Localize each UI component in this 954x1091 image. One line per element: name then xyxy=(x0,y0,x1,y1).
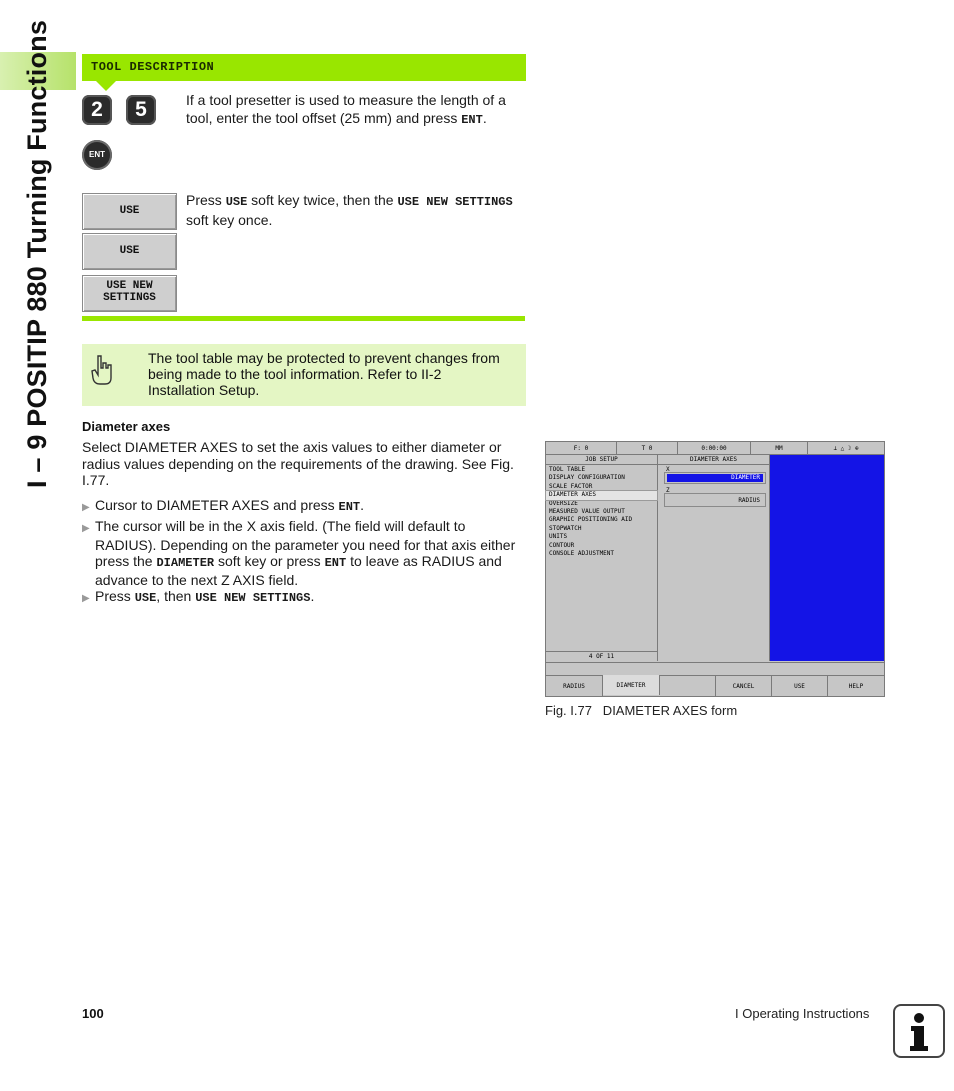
menu-item-tool-table[interactable]: TOOL TABLE xyxy=(549,466,586,473)
job-setup-title: JOB SETUP xyxy=(546,455,657,465)
diameter-intro-line3: I.77. xyxy=(82,472,110,488)
menu-item-scale-factor[interactable]: SCALE FACTOR xyxy=(549,482,593,490)
menu-item-console-adjustment[interactable]: CONSOLE ADJUSTMENT xyxy=(549,549,615,557)
bullet-arrow-icon: ▶ xyxy=(82,502,90,513)
bullet-2-diameter-code: DIAMETER xyxy=(156,556,215,571)
status-tool xyxy=(617,442,678,454)
status-units-text: MM xyxy=(775,445,783,452)
screen-softkey-diameter-label: DIAMETER xyxy=(616,682,646,689)
x-axis-value: DIAMETER xyxy=(667,474,763,482)
diameter-axes-screen xyxy=(545,441,885,697)
bullet-1-end: . xyxy=(360,497,365,513)
ent-key-label: ENT xyxy=(89,150,105,159)
screen-softkey-radius-label: RADIUS xyxy=(563,683,585,690)
step2-line1 xyxy=(186,191,526,211)
screen-softkey-cancel[interactable] xyxy=(716,675,772,696)
status-tool-text: T 0 xyxy=(641,445,653,452)
screen-status-bar xyxy=(546,442,884,455)
use-new-settings-line1: USE NEW xyxy=(106,280,153,292)
status-icons-text: ⊥ △ ☽ ⊕ xyxy=(833,445,859,452)
use-new-settings-softkey xyxy=(82,275,177,312)
step2-line2: soft key once. xyxy=(186,212,273,228)
menu-item-units[interactable]: UNITS xyxy=(549,533,568,541)
bullet-arrow-icon: ▶ xyxy=(82,593,90,604)
diameter-intro-line2: radius values depending on the requirements of the drawing. See Fig. xyxy=(82,455,514,472)
header-pointer-icon xyxy=(96,81,116,91)
menu-item-stopwatch[interactable]: STOPWATCH xyxy=(549,524,582,532)
screen-blue-display xyxy=(770,455,884,661)
screen-softkey-diameter[interactable] xyxy=(603,675,660,695)
step1-period: . xyxy=(482,110,487,126)
menu-item-graphic-positioning-aid[interactable]: GRAPHIC POSITIONING AID xyxy=(549,516,633,524)
step2-twice-text: soft key twice, then the xyxy=(247,192,398,208)
menu-item-display-configuration[interactable]: DISPLAY CONFIGURATION xyxy=(549,474,625,482)
step1-line2-text: tool, enter the tool offset (25 mm) and press xyxy=(186,110,462,126)
z-axis-field[interactable] xyxy=(664,493,766,507)
bullet-2-mid: soft key or press xyxy=(214,553,325,570)
bullet-1 xyxy=(82,497,527,517)
step1-line1: If a tool presetter is used to measure the length of a xyxy=(186,92,506,108)
status-stopwatch xyxy=(678,442,751,454)
step2-use-new-code: USE NEW SETTINGS xyxy=(397,195,513,209)
info-glyph-icon xyxy=(895,1006,943,1056)
z-axis-label: Z xyxy=(666,487,670,494)
use-new-settings-line2: SETTINGS xyxy=(103,292,156,304)
screen-softkey-help-label: HELP xyxy=(848,683,864,690)
menu-item-diameter-axes[interactable]: DIAMETER AXES xyxy=(546,491,657,499)
bullet-3-press: Press xyxy=(95,588,135,604)
note-text xyxy=(148,350,520,398)
step2-use-code: USE xyxy=(225,195,248,209)
x-axis-field[interactable] xyxy=(664,472,766,484)
step1-instruction xyxy=(186,91,526,129)
step2-instruction xyxy=(186,191,526,229)
z-axis-value: RADIUS xyxy=(738,497,760,504)
key-2-icon: 2 xyxy=(82,95,112,125)
bullet-2-line4: advance to the next Z AXIS field. xyxy=(95,571,299,588)
bullet-2-line1 xyxy=(82,518,527,537)
bullet-3-use-new-code: USE NEW SETTINGS xyxy=(195,591,311,605)
step1-ent-code: ENT xyxy=(461,113,483,127)
section-divider xyxy=(82,316,525,321)
chapter-title-text: I – 9 POSITIP 880 Turning Functions xyxy=(22,19,52,488)
diameter-axes-panel xyxy=(658,455,770,661)
menu-item-contour[interactable]: CONTOUR xyxy=(549,541,575,549)
note-line2: being made to the tool information. Refer to II-2 xyxy=(148,366,442,382)
screen-softkey-cancel-label: CANCEL xyxy=(732,683,755,690)
use-softkey-1-label: USE xyxy=(119,205,140,217)
note-line3: Installation Setup. xyxy=(148,382,260,398)
bullet-2-line2: RADIUS). Depending on the parameter you need for that axis either xyxy=(95,537,516,554)
footer-section-title: I Operating Instructions xyxy=(735,1006,870,1021)
section-header-title: TOOL DESCRIPTION xyxy=(91,60,215,74)
screen-softkey-help[interactable] xyxy=(828,675,884,696)
bullet-arrow-icon: ▶ xyxy=(82,523,90,534)
note-line1: The tool table may be protected to prevent changes from xyxy=(148,350,500,366)
job-setup-menu xyxy=(546,465,657,558)
diameter-axes-title: DIAMETER AXES xyxy=(658,455,769,465)
bullet-3-then: , then xyxy=(156,588,196,604)
screen-softkey-use[interactable] xyxy=(772,675,828,696)
diameter-intro-line1: Select DIAMETER AXES to set the axis values to either diameter or xyxy=(82,439,502,455)
key-5-icon: 5 xyxy=(126,95,156,125)
pointing-hand-icon xyxy=(90,354,116,388)
ent-key-icon xyxy=(82,140,112,170)
bullet-1-text: Cursor to DIAMETER AXES and press xyxy=(95,497,339,513)
x-axis-label: X xyxy=(666,466,670,473)
bullet-2-press: press the xyxy=(95,553,157,570)
status-units xyxy=(751,442,808,454)
bullet-3-end: . xyxy=(310,588,315,604)
screen-softkey-use-label: USE xyxy=(794,683,805,690)
step2-press: Press xyxy=(186,192,226,208)
step1-line2 xyxy=(186,109,526,129)
screen-softkey-radius[interactable] xyxy=(546,675,603,696)
use-softkey-2-label: USE xyxy=(119,245,140,257)
bullet-2-line3 xyxy=(82,553,527,571)
figure-caption: Fig. I.77 DIAMETER AXES form xyxy=(545,703,738,718)
page-indicator: 4 OF 11 xyxy=(546,651,657,661)
use-softkey-2 xyxy=(82,233,177,270)
bullet-2-end: to leave as RADIUS and xyxy=(346,553,502,570)
status-feed-text: F: 0 xyxy=(573,445,589,452)
status-icons xyxy=(808,442,884,454)
screen-softkey-blank[interactable] xyxy=(660,675,716,696)
bullet-2-line1-text: The cursor will be in the X axis field. (The field will default to xyxy=(95,518,466,534)
bullet-2-ent-code: ENT xyxy=(324,556,347,571)
menu-item-oversize[interactable]: OVERSIZE xyxy=(549,499,578,507)
diameter-intro xyxy=(82,439,527,489)
status-stopwatch-text: 0:00:00 xyxy=(701,445,727,452)
section-header xyxy=(82,54,526,81)
screen-message-bar xyxy=(546,662,884,675)
page-number: 100 xyxy=(82,1006,104,1021)
menu-item-measured-value-output[interactable]: MEASURED VALUE OUTPUT xyxy=(549,507,625,515)
info-icon xyxy=(893,1004,945,1058)
diameter-heading: Diameter axes xyxy=(82,419,171,434)
bullet-1-ent-code: ENT xyxy=(338,500,361,514)
bullet-3 xyxy=(82,587,527,608)
bullet-3-use-code: USE xyxy=(134,591,157,605)
bullet-2 xyxy=(82,518,527,588)
status-feed xyxy=(546,442,617,454)
job-setup-panel xyxy=(546,455,658,661)
use-softkey-1 xyxy=(82,193,177,230)
